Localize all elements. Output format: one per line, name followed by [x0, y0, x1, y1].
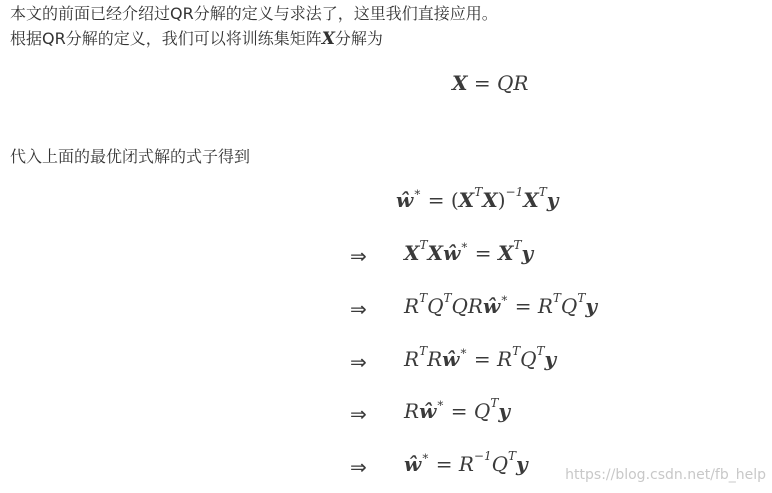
qr-equation: X = QR	[452, 71, 529, 95]
equation-qr-substituted: $R^TQ^TQRŵ^∗ = R^TQ^Ty$	[404, 291, 597, 318]
equation-normal: $X^TXŵ^∗ = X^Ty$	[404, 238, 534, 265]
implies-arrow-2: ⇒	[350, 297, 367, 321]
equation-orthogonal-simplified: $R^TRŵ^∗ = R^TQ^Ty$	[404, 344, 557, 371]
definition-text-before: 根据QR分解的定义，我们可以将训练集矩阵	[10, 29, 322, 48]
equation-triangular-system: Rŵ∗ = $Q^Ty$	[404, 396, 510, 423]
equation-closed-form: ŵ∗ = $(X^TX)^{-1}X^Ty$	[396, 185, 559, 212]
implies-arrow-1: ⇒	[350, 244, 367, 268]
substitution-text: 代入上面的最优闭式解的式子得到	[10, 147, 251, 166]
implies-arrow-4: ⇒	[350, 402, 367, 426]
substitution-line	[10, 146, 250, 168]
definition-text-after: 分解为	[334, 29, 383, 48]
matrix-x-symbol: X	[321, 29, 335, 49]
qr-definition-line	[10, 28, 383, 50]
equation-solution: ŵ∗ = $R^{-1}Q^Ty$	[404, 449, 528, 476]
implies-arrow-3: ⇒	[350, 350, 367, 374]
source-watermark: https://blog.csdn.net/fb_help	[565, 467, 766, 483]
intro-text: 本文的前面已经介绍过QR分解的定义与求法了，这里我们直接应用。	[10, 4, 498, 23]
implies-arrow-5: ⇒	[350, 455, 367, 479]
intro-line	[10, 3, 498, 25]
